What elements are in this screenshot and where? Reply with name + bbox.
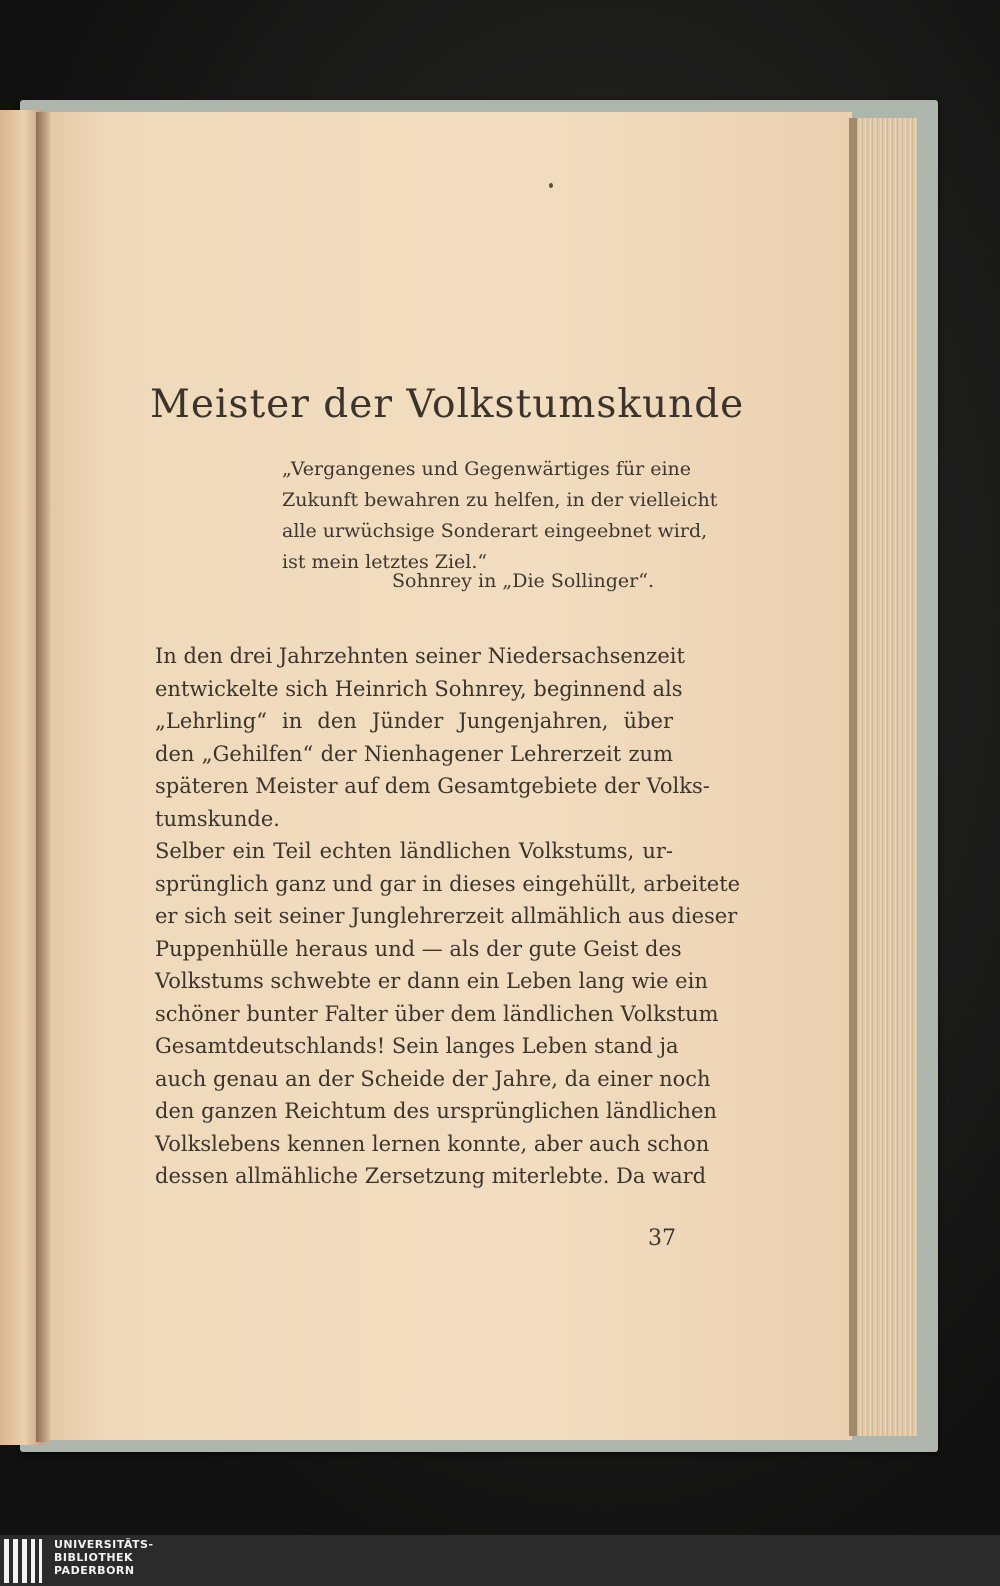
body-line: Volkslebens kennen lernen konnte, aber auch schon bbox=[155, 1131, 710, 1156]
page-gutter bbox=[36, 112, 50, 1442]
page-block-edges bbox=[849, 118, 917, 1436]
body-line: späteren Meister auf dem Gesamtgebiete der Volks- bbox=[155, 774, 710, 798]
epigraph-quote bbox=[282, 454, 718, 578]
library-logo-icon bbox=[4, 1539, 46, 1583]
quote-attribution: Sohnrey in „Die Sollinger“. bbox=[392, 570, 654, 592]
page-number: 37 bbox=[648, 1226, 676, 1251]
body-line: Volkstums schwebte er dann ein Leben lang wie ein bbox=[155, 969, 708, 993]
logo-line: UNIVERSITÄTS- bbox=[54, 1538, 154, 1551]
body-line: Puppenhülle heraus und — als der gute Geist des bbox=[155, 936, 682, 961]
body-line: schöner bunter Falter über dem ländlichen Volkstum bbox=[155, 1001, 719, 1026]
body-line: auch genau an der Scheide der Jahre, da einer noch bbox=[155, 1066, 711, 1091]
quote-line: Zukunft bewahren zu helfen, in der vielleicht bbox=[282, 489, 718, 511]
body-line: dessen allmähliche Zersetzung miterlebte. Da ward bbox=[155, 1164, 707, 1188]
body-line: den ganzen Reichtum des ursprünglichen ländlichen bbox=[155, 1099, 717, 1123]
library-logo-text bbox=[54, 1538, 154, 1577]
page-speck bbox=[549, 183, 553, 188]
quote-line: „Vergangenes und Gegenwärtiges für eine bbox=[282, 458, 692, 480]
body-line: In den drei Jahrzehnten seiner Niedersachsenzeit bbox=[155, 644, 685, 668]
body-line: den „Gehilfen“ der Nienhagener Lehrerzeit zum bbox=[155, 741, 673, 766]
body-line: tumskunde. bbox=[155, 806, 280, 831]
body-line: er sich seit seiner Junglehrerzeit allmählich aus dieser bbox=[155, 904, 738, 928]
page-block-shadow bbox=[849, 118, 857, 1436]
logo-line: PADERBORN bbox=[54, 1564, 135, 1577]
body-line: Gesamtdeutschlands! Sein langes Leben stand ja bbox=[155, 1034, 679, 1058]
body-line: entwickelte sich Heinrich Sohnrey, beginnend als bbox=[155, 676, 683, 701]
body-line: Selber ein Teil echten ländlichen Volkstums, ur- bbox=[155, 839, 673, 863]
body-line: „Lehrling“ in den Jünder Jungenjahren, über bbox=[155, 709, 673, 733]
quote-line: ist mein letztes Ziel.“ bbox=[282, 551, 488, 573]
quote-line: alle urwüchsige Sonderart eingeebnet wird, bbox=[282, 520, 708, 542]
body-text bbox=[155, 640, 741, 1193]
body-line: sprünglich ganz und gar in dieses eingehüllt, arbeitete bbox=[155, 871, 741, 896]
logo-line: BIBLIOTHEK bbox=[54, 1551, 134, 1564]
chapter-title: Meister der Volkstumskunde bbox=[150, 382, 745, 427]
